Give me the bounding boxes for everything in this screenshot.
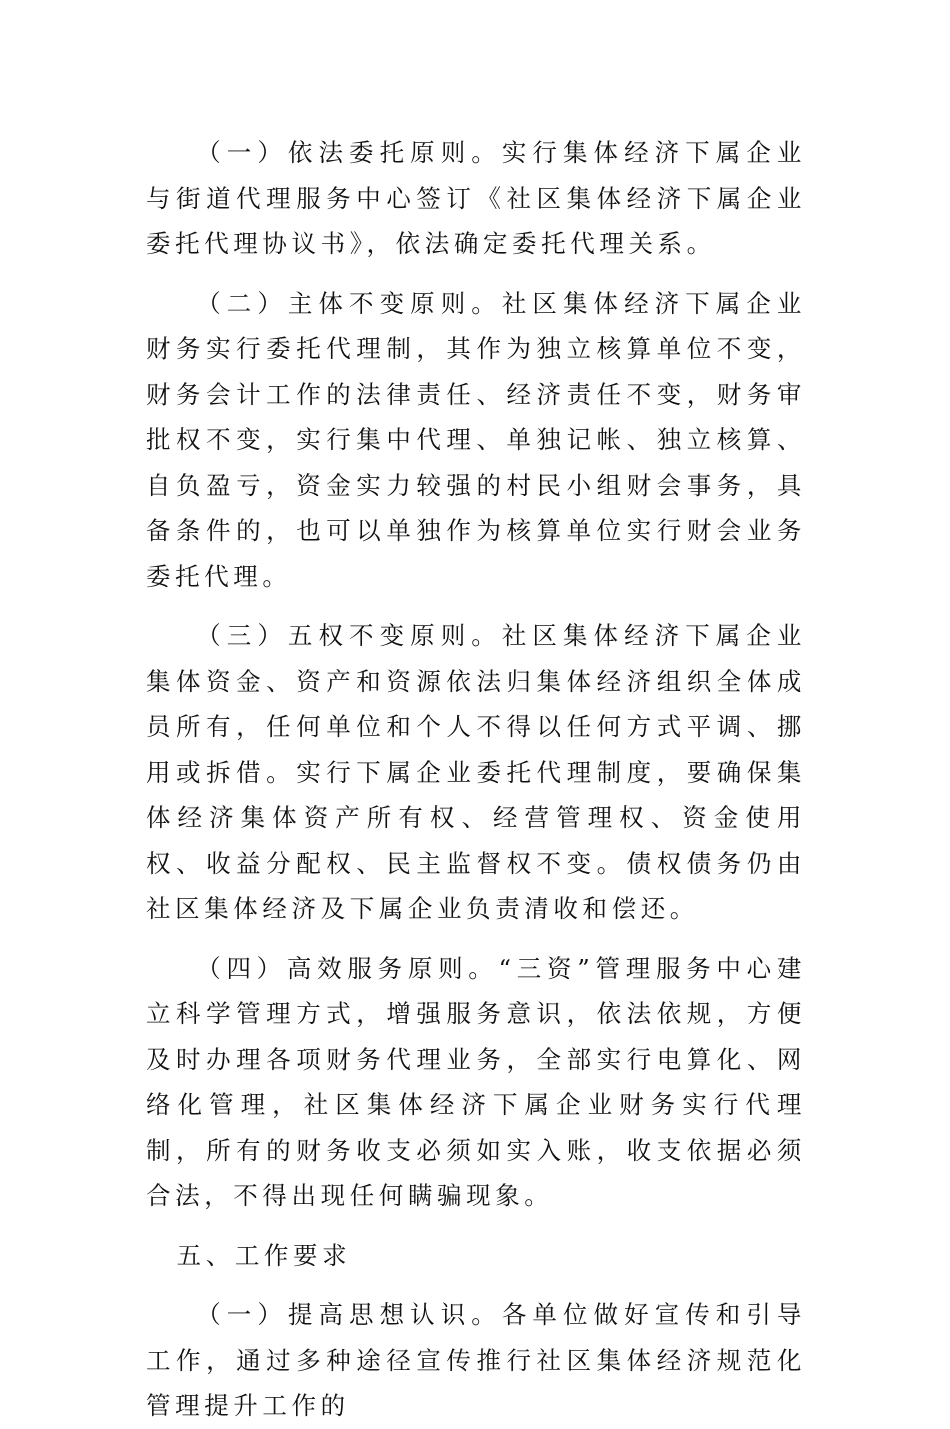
paragraph-principle-3: （三）五权不变原则。社区集体经济下属企业集体资金、资产和资源依法归集体经济组织全体成员所有，任何单位和个人不得以任何方式平调、挪用或拆借。实行下属企业委托代理制度，要确保集体经济集体资产所有权、经营管理权、资金使用权、收益分配权、民主监督权不变。债权债务仍由社区集体经济及下属企业负责清收和偿还。 (146, 621, 806, 923)
paragraph-principle-1: （一）依法委托原则。实行集体经济下属企业与街道代理服务中心签订《社区集体经济下属企业委托代理协议书》，依法确定委托代理关系。 (146, 138, 806, 258)
document-body (146, 130, 806, 1429)
section-heading: 五、工作要求 (176, 1240, 352, 1270)
paragraph-principle-2: （二）主体不变原则。社区集体经济下属企业财务实行委托代理制，其作为独立核算单位不变，财务会计工作的法律责任、经济责任不变，财务审批权不变，实行集中代理、单独记帐、独立核算、自负盈亏，资金实力较强的村民小组财会事务，具备条件的，也可以单独作为核算单位实行财会业务委托代理。 (146, 288, 806, 591)
paragraph-principle-4: （四）高效服务原则。“三资”管理服务中心建立科学管理方式，增强服务意识，依法依规，方便及时办理各项财务代理业务，全部实行电算化、网络化管理，社区集体经济下属企业财务实行代理制，所有的财务收支必须如实入账，收支依据必须合法，不得出现任何瞒骗现象。 (146, 953, 806, 1210)
paragraph-requirement-1: （一）提高思想认识。各单位做好宣传和引导工作，通过多种途径宣传推行社区集体经济规范化管理提升工作的 (146, 1300, 806, 1420)
